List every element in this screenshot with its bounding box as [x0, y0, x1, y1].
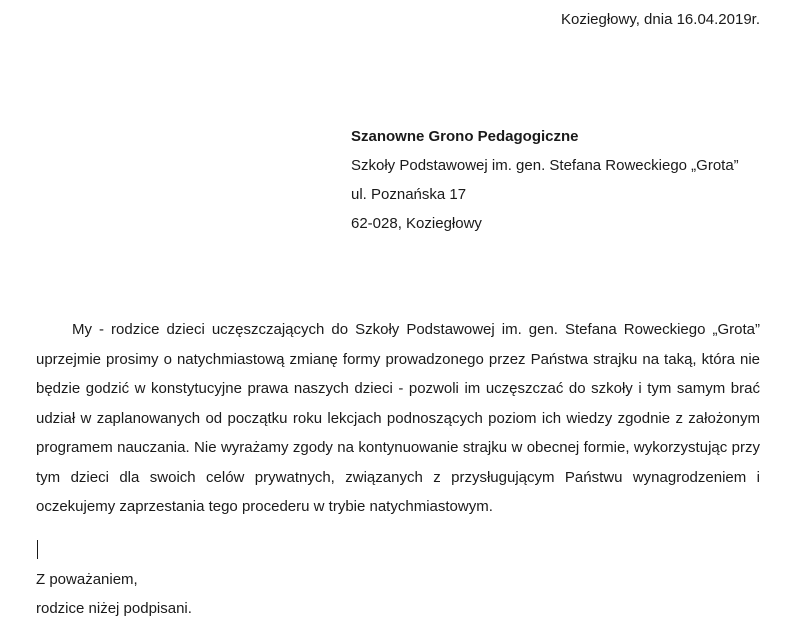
closing-block [36, 565, 192, 623]
recipient-salutation: Szanowne Grono Pedagogiczne [351, 128, 579, 145]
date-line: Koziegłowy, dnia 16.04.2019r. [560, 11, 760, 28]
recipient-school-name: Szkoły Podstawowej im. gen. Stefana Roweckiego „Grota” [351, 157, 739, 174]
letter-body[interactable]: My - rodzice dzieci uczęszczających do Szkoły Podstawowej im. gen. Stefana Roweckiego „Grota” uprzejmie prosimy o natychmiastową zmianę formy prowadzonego przez Państwa strajku na taką, która nie będzie godzić w konstytucyjne prawa naszych dzieci - pozwoli im uczęszczać do szkoły i tym samym brać udział w zaplanowanych od początku roku lekcjach podnoszących poziom ich wiedzy zgodnie z założonym programem nauczania. Nie wyrażamy zgody na kontynuowanie strajku w obecnej formie, wykorzystując przy tym dzieci dla swoich celów prywatnych, związanych z przysługującym Państwu wynagrodzeniem i oczekujemy zaprzestania tego procederu w trybie natychmiastowym. [36, 321, 760, 515]
recipient-postal-city: 62-028, Koziegłowy [351, 215, 482, 232]
recipient-block [351, 122, 739, 238]
closing-signatories: rodzice niżej podpisani. [36, 600, 192, 617]
recipient-street: ul. Poznańska 17 [351, 186, 467, 203]
closing-regards: Z poważaniem, [36, 571, 138, 588]
text-cursor [37, 540, 38, 559]
